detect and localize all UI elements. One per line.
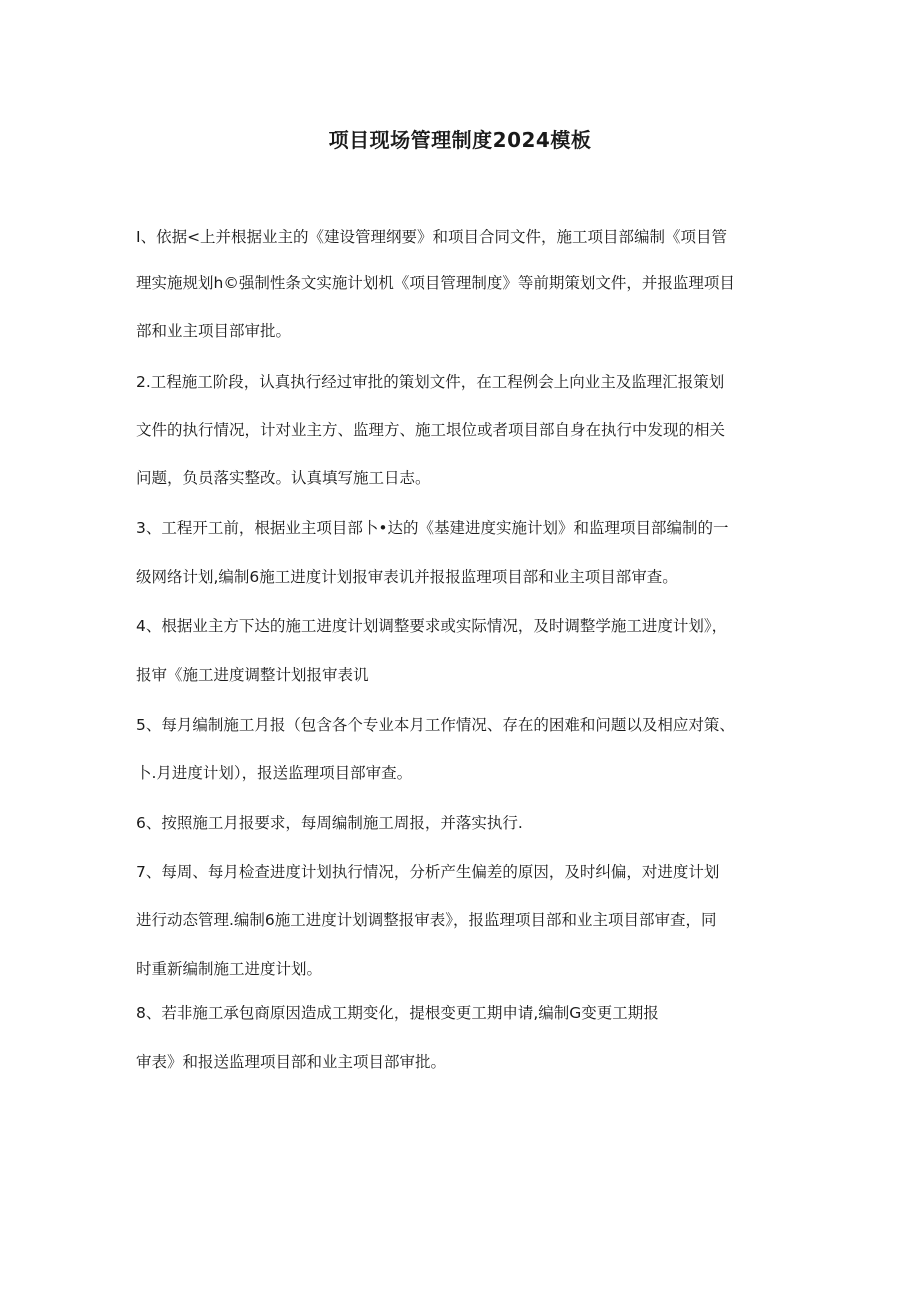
paragraph-1-line-2: 理实施规划h©强制性条文实施计划机《项目管理制度》等前期策划文件，并报监理项目 [136, 274, 735, 292]
paragraph-4-line-1: 4、根据业主方下达的施工进度计划调整要求或实际情况，及时调整学施工进度计划》， [136, 617, 728, 635]
paragraph-8-line-2: 审表》和报送监理项目部和业主项目部审批。 [136, 1053, 447, 1071]
paragraph-7-line-1: 7、每周、每月检查进度计划执行情况，分析产生偏差的原因，及时纠偏，对进度计划 [136, 863, 720, 881]
paragraph-2-line-2: 文件的执行情况，计对业主方、监理方、施工垠位或者项目部自身在执行中发现的相关 [136, 421, 726, 439]
paragraph-4-line-2: 报审《施工进度调整计划报审表讥 [136, 666, 369, 684]
paragraph-5-line-1: 5、每月编制施工月报（包含各个专业本月工作情况、存在的困难和问题以及相应对策、 [136, 716, 735, 734]
paragraph-7-line-2: 进行动态管理.编制6施工进度计划调整报审表》，报监理项目部和业主项目部审查，同 [136, 911, 717, 929]
page-title: 项目现场管理制度2024模板 [328, 128, 592, 152]
paragraph-2-line-1: 2.工程施工阶段，认真执行经过审批的策划文件，在工程例会上向业主及监理汇报策划 [136, 373, 725, 391]
paragraph-7-line-3: 时重新编制施工进度计划。 [136, 960, 323, 978]
paragraph-2-line-3: 问题，负员落实整改。认真填写施工日志。 [136, 469, 431, 487]
paragraph-5-line-2: 卜.月进度计划），报送监理项目部审查。 [136, 764, 413, 782]
paragraph-1-line-1: I、依据<上并根据业主的《建设管理纲要》和项目合同文件，施工项目部编制《项目管 [136, 228, 728, 246]
paragraph-6-line-1: 6、按照施工月报要求，每周编制施工周报，并落实执行. [136, 814, 523, 832]
paragraph-1-line-3: 部和业主项目部审批。 [136, 322, 292, 340]
paragraph-8-line-1: 8、若非施工承包商原因造成工期变化，提根变更工期申请,编制G变更工期报 [136, 1004, 659, 1022]
paragraph-3-line-1: 3、工程开工前，根据业主项目部卜•达的《基建进度实施计划》和监理项目部编制的一 [136, 519, 729, 537]
paragraph-3-line-2: 级网络计划,编制6施工进度计划报审表讥并报报监理项目部和业主项目部审查。 [136, 568, 678, 586]
